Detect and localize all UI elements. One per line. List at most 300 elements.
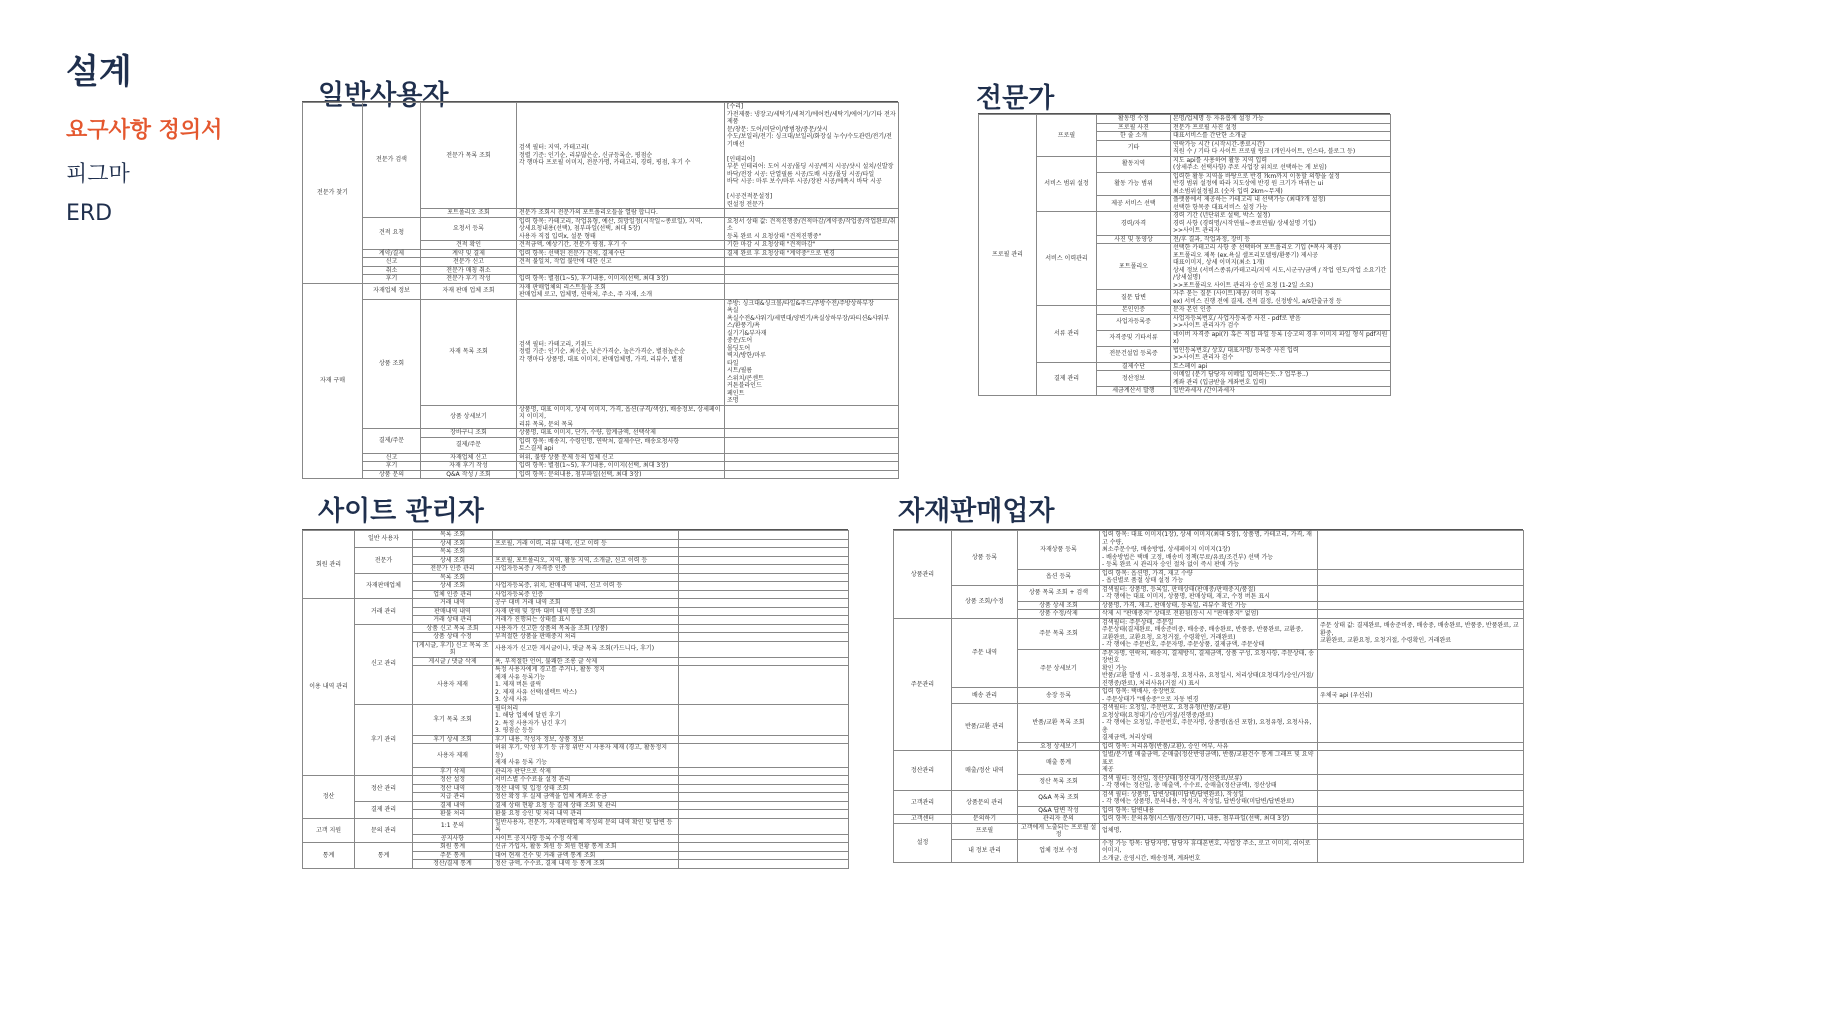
table-cell: 업체명, bbox=[1100, 823, 1318, 839]
table-cell: 주문 상세보기 bbox=[1018, 649, 1100, 688]
table-cell: 자재판매업체 bbox=[355, 573, 413, 599]
table-cell: 정산 금액, 수수료, 결제 내역 등 통계 조회 bbox=[493, 860, 679, 869]
table-cell: 환불 요청 승인 및 처리 내역 관리 bbox=[493, 810, 679, 819]
table-row bbox=[303, 249, 899, 258]
table-cell bbox=[679, 735, 849, 744]
table-cell: 1:1 문의 bbox=[413, 818, 493, 834]
table-cell bbox=[679, 556, 849, 565]
table-cell bbox=[679, 565, 849, 574]
table-row bbox=[303, 217, 899, 241]
table-cell: 목록 조회 bbox=[413, 548, 493, 557]
table-cell: 이메일 (분기 담당자 이메일 입력하는듯..? 업무용..) 계좌 관리 (입금받을 계좌번호 입력) bbox=[1171, 371, 1391, 387]
table-cell: 자재 판매 및 장바 대비 내역 통합 조회 bbox=[493, 607, 679, 616]
table-cell: 견적 확인 bbox=[421, 241, 517, 250]
seller-requirements-table bbox=[893, 529, 1523, 862]
table-cell bbox=[679, 801, 849, 810]
table-cell bbox=[679, 624, 849, 633]
table-cell bbox=[725, 405, 899, 429]
table-cell: 견적 불일치, 작업 불만에 대한 신고 bbox=[517, 258, 725, 267]
table-cell: 요청서 등록 bbox=[421, 217, 517, 241]
table-cell: 수정 가능 항목: 담당자명, 담당자 휴대폰번호, 사업장 주소, 로고 이미지, 쉬어로 이미지, 소개글, 운영시간, 배송정책, 계좌번호 bbox=[1100, 839, 1318, 863]
table-cell bbox=[679, 641, 849, 657]
nav-title: 설계 bbox=[66, 52, 132, 92]
table-cell bbox=[1318, 610, 1524, 619]
table-cell: 필터처리 1. 해당 업체에 달린 후기 2. 특정 사용자가 남긴 후기 3. 평점순 등등 bbox=[493, 704, 679, 735]
table-cell: 신고 관리 bbox=[355, 624, 413, 704]
table-cell: 게시글 / 댓글 삭제 bbox=[413, 657, 493, 666]
table-row bbox=[303, 299, 899, 405]
table-cell bbox=[725, 283, 899, 299]
table-row bbox=[303, 266, 899, 275]
table-cell bbox=[1318, 569, 1524, 585]
table-cell: 전문가 찾기 bbox=[303, 103, 363, 284]
table-cell: 입력 항목: 별점(1~5), 후기내용, 이미지(선택, 최대 3장) bbox=[517, 275, 725, 284]
table-cell: 전/후 결과, 작업과정, 장비 등 bbox=[1171, 235, 1391, 244]
section-title-seller: 자재판매업자 bbox=[898, 496, 1055, 527]
table-cell: 토스페이 api bbox=[1171, 362, 1391, 371]
table-cell: 입력 항목: 카테고리, 작업유형, 예산, 희망일정(시작일~종료일), 지역, 상세요청내용(선택), 첨부파일(선택, 최대 5장) 사용자 직접 입력x, 설문 형태 bbox=[517, 217, 725, 241]
table-cell bbox=[679, 539, 849, 548]
table-row bbox=[894, 531, 1524, 570]
seller-table bbox=[893, 530, 1524, 863]
table-cell bbox=[493, 573, 679, 582]
table-cell: 상품명, 가격, 재고, 판매상태, 등록일, 리뷰수 확인 가능 bbox=[1100, 601, 1318, 610]
table-cell: 지도 api를 사용하여 활동 지역 입력 (상세주소 선택사항) 주로 사업장 위치로 선택하는 게 보임) bbox=[1171, 156, 1391, 172]
table-cell: 사용자가 신고한 상품의 목록을 조회 (상품) bbox=[493, 624, 679, 633]
table-row bbox=[303, 548, 849, 557]
table-cell: 고객센터 bbox=[894, 815, 952, 824]
table-cell: 고객 지원 bbox=[303, 818, 355, 843]
table-cell: 결제수단 bbox=[1097, 362, 1171, 371]
table-cell: 대표서비스를 간단한 소개글 bbox=[1171, 132, 1391, 141]
table-row bbox=[979, 156, 1391, 172]
table-cell: 신고 bbox=[363, 453, 421, 462]
table-cell: 상세 조회 bbox=[413, 556, 493, 565]
table-cell: 자재상품 등록 bbox=[1018, 531, 1100, 570]
table-row bbox=[303, 704, 849, 735]
table-cell: 일반과세자 /간이과세자 bbox=[1171, 387, 1391, 396]
table-cell bbox=[1318, 806, 1524, 815]
table-cell: 검색 필터: 정산일, 정산상태(정산대기/정산완료/보류) - 각 행에는 정산일, 총 매출액, 수수료, 순매출(정산금액), 정산상태 bbox=[1100, 774, 1318, 790]
table-cell: 결제 완료 후 요청상태 "계약중"으로 변경 bbox=[725, 249, 899, 258]
table-cell: 상품 등록 bbox=[952, 531, 1018, 586]
table-cell: 자재 목록 조회 bbox=[421, 299, 517, 405]
table-cell: 견적 요청 bbox=[363, 217, 421, 249]
table-cell: 문의하기 bbox=[952, 815, 1018, 824]
table-cell: 활동지역 bbox=[1097, 156, 1171, 172]
table-cell bbox=[679, 818, 849, 834]
table-cell: 상품 상세보기 bbox=[421, 405, 517, 429]
table-cell bbox=[679, 744, 849, 768]
table-cell: 문자 본인 인증 bbox=[1171, 306, 1391, 315]
table-cell: 제공 서비스 선택 bbox=[1097, 196, 1171, 212]
table-cell: 경력/자격 bbox=[1097, 212, 1171, 236]
table-cell: 프로필 bbox=[1037, 115, 1097, 157]
table-row bbox=[894, 585, 1524, 601]
table-cell bbox=[725, 429, 899, 438]
table-cell: 자재 판매 업체 조회 bbox=[421, 283, 517, 299]
table-cell bbox=[679, 582, 849, 591]
table-cell: 매출 통계 bbox=[1018, 751, 1100, 775]
table-cell bbox=[1318, 585, 1524, 601]
table-cell: 정산정보 bbox=[1097, 371, 1171, 387]
table-cell: 프로필 사진 bbox=[1097, 123, 1171, 132]
table-cell bbox=[679, 616, 849, 625]
table-cell: 정산 설정 bbox=[413, 776, 493, 785]
table-cell: 관리자 문의 bbox=[1018, 815, 1100, 824]
table-cell: 특정 사용자에게 경고를 주거나, 활동 정지 제재 사유 등록기능 1. 제재 버튼 클릭 2. 제재 사유 선택(셀렉트 박스) 3. 상세 사유 bbox=[493, 666, 679, 705]
table-cell: 후기 상세 조회 bbox=[413, 735, 493, 744]
table-cell bbox=[679, 607, 849, 616]
table-cell: 고객관리 bbox=[894, 790, 952, 815]
table-cell: 업체 정보 수정 bbox=[1018, 839, 1100, 863]
table-cell: 사업자등록증 bbox=[1097, 314, 1171, 330]
table-cell: Q&A 답변 작성 bbox=[1018, 806, 1100, 815]
table-cell: 플랫폼에서 제공하는 카테고리 내 선택가능 (최대?개 설정) 선택한 항목중 대표서비스 설정 가능 bbox=[1171, 196, 1391, 212]
table-cell bbox=[1318, 531, 1524, 570]
table-cell: 전문건설업 등록증 bbox=[1097, 346, 1171, 362]
table-cell: 검색필터: 주문상태, 주문일 주문상태(결제완료, 배송준비중, 배송중, 배송완료, 반품중, 반품완료, 교환중, 교환완료, 교환요청, 요청거절, 수령확인, 거래완료) - 각 행에는 주문번호, 주문자명, 주문상품, 결제금액, 주문상태 bbox=[1100, 618, 1318, 649]
table-cell: 입력 항목: 선택된 전문가 견적, 결제수단 bbox=[517, 249, 725, 258]
table-cell: 상품 문의 bbox=[363, 470, 421, 479]
table-cell: 거래 관리 bbox=[355, 599, 413, 625]
table-cell: 입력한 활동 지역을 바탕으로 반경 ?km까지 이동할 의향을 설정 반경 범위 설정에 따라 지도상에 반경 원 크기가 바뀌는 ui 최소범위설정필요 (숫자 입력 2km~무제) bbox=[1171, 172, 1391, 196]
table-cell: 후기 삭제 bbox=[413, 767, 493, 776]
table-cell: 장바구니 조회 bbox=[421, 429, 517, 438]
table-cell: 취소 bbox=[363, 266, 421, 275]
table-row bbox=[303, 453, 899, 462]
nav-item-erd[interactable]: ERD bbox=[66, 201, 113, 226]
table-cell: 상품 조회 bbox=[363, 299, 421, 429]
table-cell: 전문가 bbox=[355, 548, 413, 574]
table-row bbox=[303, 470, 899, 479]
table-cell: 결제 내역 bbox=[413, 801, 493, 810]
table-cell: 사용자 제재 bbox=[413, 744, 493, 768]
table-cell: 주문관리 bbox=[894, 618, 952, 751]
table-cell: 대여 현재 건수 및 거래 금액 통계 조회 bbox=[493, 851, 679, 860]
table-row bbox=[303, 283, 899, 299]
table-cell: 입력 항목: 옵션명, 가격, 재고 수량 - 옵션별로 품절 상태 설정 가능 bbox=[1100, 569, 1318, 585]
table-cell: 계약 및 결제 bbox=[421, 249, 517, 258]
table-cell bbox=[679, 834, 849, 843]
table-cell: 송장 등록 bbox=[1018, 688, 1100, 704]
table-cell bbox=[1318, 601, 1524, 610]
table-cell: 목록 조회 bbox=[413, 531, 493, 540]
table-cell: 기타 bbox=[1097, 140, 1171, 156]
table-cell: 정산 내역 및 입정 상태 조회 bbox=[493, 784, 679, 793]
table-cell bbox=[725, 266, 899, 275]
table-cell bbox=[679, 704, 849, 735]
table-cell: 상품 목록 조회 + 검색 bbox=[1018, 585, 1100, 601]
table-cell: 기한 마감 시 요청상태 "견적마감" bbox=[725, 241, 899, 250]
table-cell: 정산 관리 bbox=[355, 776, 413, 802]
table-cell: 거래가 진행되는 상태를 표시 bbox=[493, 616, 679, 625]
table-cell bbox=[679, 860, 849, 869]
table-cell: 상품 수정/삭제 bbox=[1018, 610, 1100, 619]
table-cell: 이용 내역 관리 bbox=[303, 599, 355, 776]
table-cell: 정산 내역 bbox=[413, 784, 493, 793]
table-cell: 주방: 싱크대&싱크볼/타일&주드/주방수전/주방상하부장 욕실 욕실수전&샤워기/세면대/양변기/욕실상하부장/파티션&샤워부스/환풍기/욕 실기기&부자재 중문/도어 몰딩도어 벽지/방한/마루 타일 시트/필름 스위치/콘센트 커튼블라인드 페인트 조명 bbox=[725, 299, 899, 405]
table-cell: 입력 항목: 답변내용 bbox=[1100, 806, 1318, 815]
table-cell: 지급 관리 bbox=[413, 793, 493, 802]
table-cell: 입력 항목: 별점(1~5), 후기내용, 이미지(선택, 최대 3장) bbox=[517, 462, 725, 471]
table-cell: 환불 처리 bbox=[413, 810, 493, 819]
table-cell: 내 정보 관리 bbox=[952, 839, 1018, 863]
table-row bbox=[303, 801, 849, 810]
table-cell bbox=[493, 548, 679, 557]
table-cell: 전문가 신고 bbox=[421, 258, 517, 267]
table-row bbox=[303, 462, 899, 471]
table-cell: 서비스 이력관리 bbox=[1037, 212, 1097, 306]
table-cell: 입력 항목: 문의유형(시스템/정산/기타), 내용, 첨부파일(선택, 최대 3장) bbox=[1100, 815, 1318, 824]
table-cell bbox=[1318, 751, 1524, 775]
table-cell: 회원 통계 bbox=[413, 843, 493, 852]
section-title-admin: 사이트 관리자 bbox=[318, 496, 484, 527]
table-row bbox=[894, 618, 1524, 649]
table-cell: 후기 관리 bbox=[355, 704, 413, 776]
table-cell: 전문가 후기 작성 bbox=[421, 275, 517, 284]
table-cell: 네이버 자격증 api(?) 혹은 직접 파일 등록 (승고의 경우 이미지 파일 형식 pdf지원 x) bbox=[1171, 330, 1391, 346]
table-row bbox=[303, 258, 899, 267]
nav-item-requirements[interactable]: 요구사항 정의서 bbox=[66, 118, 223, 143]
table-cell: 검색필터: 상품명, 등록일, 판매상태(판매중/판매중지/품절) - 각 행에는 대표 이미지, 상품명, 판매상태, 재고, 수정 버튼 표시 bbox=[1100, 585, 1318, 601]
table-cell: 정산 bbox=[303, 776, 355, 819]
table-cell: 후기 bbox=[363, 275, 421, 284]
user-table bbox=[302, 102, 899, 479]
table-cell: Q&A 작성 / 조회 bbox=[421, 470, 517, 479]
table-cell: 프로필, 거래 이력, 리뷰 내역, 신고 이력 등 bbox=[493, 539, 679, 548]
table-cell: 매출/정산 내역 bbox=[952, 751, 1018, 791]
table-cell: 배송 관리 bbox=[952, 688, 1018, 704]
table-row bbox=[303, 624, 849, 633]
table-cell: 사이트 공지사항 등록 수정 삭제 bbox=[493, 834, 679, 843]
table-cell: 사업자등록증 인증 bbox=[493, 590, 679, 599]
table-cell: 상품 신고 목록 조회 bbox=[413, 624, 493, 633]
admin-table bbox=[302, 530, 849, 869]
table-cell: 정산관리 bbox=[894, 751, 952, 791]
table-cell: 통계 bbox=[355, 843, 413, 869]
table-row bbox=[303, 776, 849, 785]
section-title-expert: 전문가 bbox=[976, 83, 1055, 114]
table-cell: 주문 내역 bbox=[952, 618, 1018, 688]
table-row bbox=[894, 823, 1524, 839]
table-cell bbox=[1318, 815, 1524, 824]
table-cell bbox=[679, 776, 849, 785]
table-cell: 반품/교환 목록 조회 bbox=[1018, 704, 1100, 743]
table-cell: 프로필 관리 bbox=[979, 115, 1037, 396]
table-cell: 회원 관리 bbox=[303, 531, 355, 599]
table-cell: 상품 조회/수정 bbox=[952, 585, 1018, 618]
table-cell: 전문가 검색 bbox=[363, 103, 421, 218]
table-cell: 허위 후기, 악성 후기 등 규정 위반 시 사용자 제재 (경고, 활동정지 등) 제재 사유 등록 기능 bbox=[493, 744, 679, 768]
table-cell: 자재 후기 작성 bbox=[421, 462, 517, 471]
table-cell: 자주 묻는 질문 (사이트)제공/ 이미 등록 ex) 서비스 진행 전에 결제, 견적 결정, 신정방식, a/s한출규정 등 bbox=[1171, 290, 1391, 306]
table-cell: 사업자등록증 / 자격증 인증 bbox=[493, 565, 679, 574]
table-cell: 본명/업체명 등 자유롭게 설정 가능 bbox=[1171, 115, 1391, 124]
table-cell: 업체 인증 관리 bbox=[413, 590, 493, 599]
table-cell: 전문가 목록 조회 bbox=[421, 103, 517, 209]
table-row bbox=[303, 599, 849, 608]
table-row bbox=[894, 688, 1524, 704]
table-cell: 판매내역 내역 bbox=[413, 607, 493, 616]
table-cell: 프로필, 포트폴리오, 지역, 활동 지역, 소개글, 신고 이력 등 bbox=[493, 556, 679, 565]
table-row bbox=[303, 818, 849, 834]
table-cell: 욕, 부적절한 언어, 불쾌한 조롱 글 삭제 bbox=[493, 657, 679, 666]
table-cell: 질문 답변 bbox=[1097, 290, 1171, 306]
table-row bbox=[303, 275, 899, 284]
table-cell: 상세 조회 bbox=[413, 539, 493, 548]
table-cell bbox=[725, 470, 899, 479]
table-cell bbox=[725, 275, 899, 284]
table-cell: 허위, 불량 상품 문제 등의 업체 신고 bbox=[517, 453, 725, 462]
table-cell: 경력 기간 (년단위로 설택, 박스 설정) 경력 사항 (경력명/시작연월~종료연월/ 상세설명 기입) >>사이트 관리자 bbox=[1171, 212, 1391, 236]
table-cell: 자재업체 신고 bbox=[421, 453, 517, 462]
table-row bbox=[894, 751, 1524, 775]
table-cell: 자격증및 기타서류 bbox=[1097, 330, 1171, 346]
table-cell: 상품명, 대표 이미지, 상세 이미지, 가격, 옵션(규격/색상), 배송정보, 상세페이지 이미지, 리뷰 목록, 문의 목록 bbox=[517, 405, 725, 429]
table-cell bbox=[725, 258, 899, 267]
table-cell: 설정 bbox=[894, 823, 952, 863]
table-cell: 문의 관리 bbox=[355, 818, 413, 843]
table-cell: 입력 항목: 대표 이미지(1장), 상세 이미지(최대 5장), 상품명, 카테고리, 가격, 재고 수량, 최소주문수량, 배송방법, 상세페이지 이미지(1장) - 배송방법은 택배 고정, 배송비 정책(무료/유료/조건부) 선택 가능 - 등록 완료 시 관리자 승인 절차 없이 즉시 판매 가능 bbox=[1100, 531, 1318, 570]
table-cell bbox=[679, 810, 849, 819]
table-cell: 포트폴리오 조회 bbox=[421, 209, 517, 218]
table-cell: 자재업체 정보 bbox=[363, 283, 421, 299]
table-cell: 일별/분기별 매출금액, 순매출(정산반영금액), 반품/교환건수 통계 그래프 및 요약표로 제공 bbox=[1100, 751, 1318, 775]
table-cell: 주문자명, 연락처, 배송지, 결제방식, 결제금액, 상품 구성, 요청사항, 주문상태, 송장번호 확인 가능 반품/교환 발생 시 - 요청유형, 요청사유, 요청일시, 처리상태(요청대기/승인/거절/ 진행중/완료), 처리사유(거절 시) 표시 bbox=[1100, 649, 1318, 688]
section-title-user: 일반사용자 bbox=[318, 80, 449, 111]
table-cell: 결제 상태 현황 요청 등 결제 상태 조회 및 관리 bbox=[493, 801, 679, 810]
table-cell: 요청서 상태 값: 견적진행중/견적마감/계약중/작업중/작업완료/취소 등록 완료 시 요청상태 "견적진행중" bbox=[725, 217, 899, 241]
table-cell: 상품명, 대표 이미지, 단가, 수량, 합계금액, 선택삭제 bbox=[517, 429, 725, 438]
table-cell bbox=[679, 843, 849, 852]
table-cell: 검색필터: 요청일, 주문번호, 요청유형(반품/교환) 요청상태(요청대기/승인/거절/진행중/완료) - 각 행에는 요청일, 주문번호, 주문자명, 상품명(옵션 포함), 요청유형, 요청사유, 총 결제금액, 처리상태 bbox=[1100, 704, 1318, 743]
table-cell: 검색 필터: 지역, 카테고리( 정렬 기준: 인기순, 리뷰많은순, 신규등록순, 평점순 각 행마다 프로필 이미지, 전문가명, 카테고리, 경력, 평점, 후기 수 bbox=[517, 103, 725, 209]
admin-requirements-table bbox=[302, 529, 848, 867]
table-cell bbox=[1318, 790, 1524, 806]
table-cell: [수리] 가전제품: 냉장고/세탁기/세척기/에어컨/세탁기/에어기/기타 전자제품 문/창문: 도어/미닫이/방범창/중문/샷시 수도/보일러/전기: 싱크대/보일러/화장실 누수/수도관련/전기/전기배선 [인테리어] 부분 인테리어: 도어 시공/몰딩 시공/벽지 시공/샷시 설치/신발장 바닥/전장 시공: 단열필름 시공/도배 시공/몰딩 시공/타일 바닥 시공: 마루 보수/마루 시공/장판 시공/에폭시 바닥 시공 [시공견적문설정] 련설정 전문가 bbox=[725, 103, 899, 209]
table-cell: 전문가 조회시 전문가의 포트폴리오들을 열람 합니다. bbox=[517, 209, 725, 218]
table-row bbox=[303, 531, 849, 540]
table-cell: 정산/결제 통계 bbox=[413, 860, 493, 869]
table-cell: 한 줄 소개 bbox=[1097, 132, 1171, 141]
table-cell bbox=[725, 437, 899, 453]
table-cell: 전문가 인증 관리 bbox=[413, 565, 493, 574]
table-cell bbox=[679, 599, 849, 608]
table-cell: 후기 내용, 작성자 정보, 상품 정보 bbox=[493, 735, 679, 744]
table-cell: 사용자 제재 bbox=[413, 666, 493, 705]
table-row bbox=[303, 573, 849, 582]
table-cell bbox=[679, 573, 849, 582]
table-cell: 결제/주문 bbox=[421, 437, 517, 453]
table-cell: 세금계산서 발행 bbox=[1097, 387, 1171, 396]
table-cell: 정산 목록 조회 bbox=[1018, 774, 1100, 790]
table-cell: 활동 가능 범위 bbox=[1097, 172, 1171, 196]
table-cell bbox=[679, 590, 849, 599]
table-cell: 주문 상태 값: 결제완료, 배송준비중, 배송중, 배송완료, 반품중, 반품완료, 교환중, 교환완료, 교환요청, 요청거절, 수령확인, 거래완료 bbox=[1318, 618, 1524, 649]
table-cell: 상세 조회 bbox=[413, 582, 493, 591]
table-cell: 상품 상세 조회 bbox=[1018, 601, 1100, 610]
table-cell: 결제/주문 bbox=[363, 429, 421, 454]
table-row bbox=[303, 843, 849, 852]
table-cell: 본인인증 bbox=[1097, 306, 1171, 315]
table-cell: 정산 확정 후 실제 금액을 업체 계좌로 송금 bbox=[493, 793, 679, 802]
table-row bbox=[894, 839, 1524, 863]
table-cell: 입력 항목: 처리유형(반품/교환), 승인 여부, 사유 bbox=[1100, 742, 1318, 751]
table-row bbox=[303, 103, 899, 209]
table-cell: 부적절한 상품을 판매중지 처리 bbox=[493, 633, 679, 642]
table-cell bbox=[725, 209, 899, 218]
nav-item-figma[interactable]: 피그마 bbox=[66, 162, 130, 187]
table-cell: 전문가 매칭 취소 bbox=[421, 266, 517, 275]
table-cell: 신고 bbox=[363, 258, 421, 267]
table-cell bbox=[725, 462, 899, 471]
table-cell: 검색 필터: 카테고리, 키워드 정렬 기준: 인기순, 최신순, 낮은가격순, 높은가격순, 별점높은순 각 행마다 상품명, 대표 이미지, 판매업체명, 가격, 리뷰수, 별점 bbox=[517, 299, 725, 405]
table-cell: 사업자등록번호/ 사업자등록증 사진 - pdf로 받음 >>사이트 관리자가 검수 bbox=[1171, 314, 1391, 330]
table-cell bbox=[1318, 649, 1524, 688]
table-cell bbox=[1318, 839, 1524, 863]
table-cell: Q&A 목록 조회 bbox=[1018, 790, 1100, 806]
table-cell: 후기 목록 조회 bbox=[413, 704, 493, 735]
table-cell: 프로필 bbox=[952, 823, 1018, 839]
table-cell: 우체국 api (우선쉬) bbox=[1318, 688, 1524, 704]
table-cell: 상품관리 bbox=[894, 531, 952, 619]
table-cell bbox=[493, 531, 679, 540]
table-cell bbox=[679, 851, 849, 860]
table-row bbox=[894, 815, 1524, 824]
table-row bbox=[303, 429, 899, 438]
table-cell bbox=[679, 531, 849, 540]
table-cell: 반품/교환 관리 bbox=[952, 704, 1018, 751]
table-row bbox=[979, 212, 1391, 236]
table-cell bbox=[679, 548, 849, 557]
table-cell: 주문 목록 조회 bbox=[1018, 618, 1100, 649]
table-cell: 상품문의 관리 bbox=[952, 790, 1018, 815]
table-cell: 주문 통계 bbox=[413, 851, 493, 860]
table-cell: 공지사항 bbox=[413, 834, 493, 843]
table-cell: 입력 항목: 택배사, 송장번호 - 주문상태가 "배송중"으로 자동 변경 bbox=[1100, 688, 1318, 704]
table-cell: 입력 항목: 문의내용, 첨부파일(선택, 최대 3장) bbox=[517, 470, 725, 479]
table-cell: 결제 관리 bbox=[355, 801, 413, 818]
table-cell: 활동명 수정 bbox=[1097, 115, 1171, 124]
table-row bbox=[979, 306, 1391, 315]
table-cell: 거래 내역 bbox=[413, 599, 493, 608]
table-cell: 포트폴리오 bbox=[1097, 244, 1171, 290]
table-row bbox=[979, 115, 1391, 124]
table-cell: 고객에게 노출되는 프로필 설정 bbox=[1018, 823, 1100, 839]
table-cell bbox=[679, 767, 849, 776]
expert-table bbox=[978, 114, 1391, 396]
table-cell: 사진 및 동영상 bbox=[1097, 235, 1171, 244]
table-row bbox=[979, 362, 1391, 371]
table-cell: 연락가능 시간 (시작시간-종료시간) 직원 수 / 기타 다 사이트 프로필 링크 (개인사이트, 인스타, 블로그 등) bbox=[1171, 140, 1391, 156]
table-cell bbox=[1318, 704, 1524, 743]
table-cell: 관리자 판단으로 삭제 bbox=[493, 767, 679, 776]
table-cell: 사업자등록증, 위치, 판매내역 내역, 신고 이력 등 bbox=[493, 582, 679, 591]
table-cell: 서비스별 수수료율 설정 관리 bbox=[493, 776, 679, 785]
expert-requirements-table bbox=[978, 113, 1390, 399]
table-cell: 법인등록번호/ 상호/ 대표자명/ 등록증 사진 입력 >>사이트 관리자 검수 bbox=[1171, 346, 1391, 362]
table-cell: 신규 가입자, 활동 회원 등 회원 현황 통계 조회 bbox=[493, 843, 679, 852]
table-cell bbox=[1318, 823, 1524, 839]
table-cell: 서류 관리 bbox=[1037, 306, 1097, 363]
table-cell: 결제 관리 bbox=[1037, 362, 1097, 395]
table-cell bbox=[517, 266, 725, 275]
table-row bbox=[894, 790, 1524, 806]
table-cell: 삭제 시 "판매중지" 상태로 전환됨(등시 시 "판매중지" 없엄) bbox=[1100, 610, 1318, 619]
table-row bbox=[894, 704, 1524, 743]
table-cell: 사용자가 신고한 게시글이나, 댓글 목록 조회(카드니다, 후기) bbox=[493, 641, 679, 657]
